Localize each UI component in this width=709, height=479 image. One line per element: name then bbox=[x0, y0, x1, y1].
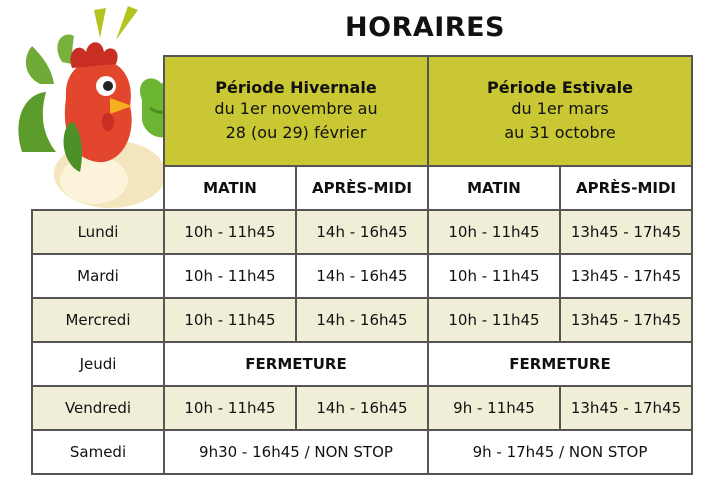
day-label: Mardi bbox=[32, 254, 164, 298]
table-row bbox=[32, 210, 692, 254]
time-cell: 14h - 16h45 bbox=[296, 298, 428, 342]
time-cell: 10h - 11h45 bbox=[428, 254, 560, 298]
time-cell: 14h - 16h45 bbox=[296, 386, 428, 430]
nonstop-cell: 9h - 17h45 / NON STOP bbox=[428, 430, 692, 474]
subheader-morning: MATIN bbox=[164, 166, 296, 210]
time-cell: 10h - 11h45 bbox=[428, 210, 560, 254]
period-header-winter bbox=[164, 56, 428, 166]
period-line: au 31 octobre bbox=[504, 122, 616, 142]
table-row bbox=[32, 386, 692, 430]
table-row bbox=[32, 342, 692, 386]
time-cell: 9h - 11h45 bbox=[428, 386, 560, 430]
time-cell: 10h - 11h45 bbox=[164, 254, 296, 298]
subheader-morning: MATIN bbox=[428, 166, 560, 210]
time-cell: 10h - 11h45 bbox=[164, 298, 296, 342]
time-cell: 14h - 16h45 bbox=[296, 210, 428, 254]
table-row bbox=[32, 430, 692, 474]
day-label: Samedi bbox=[32, 430, 164, 474]
day-label: Jeudi bbox=[32, 342, 164, 386]
time-cell: 13h45 - 17h45 bbox=[560, 254, 692, 298]
period-name: Période Estivale bbox=[487, 77, 633, 97]
closed-cell: FERMETURE bbox=[428, 342, 692, 386]
day-label: Vendredi bbox=[32, 386, 164, 430]
table-row bbox=[32, 298, 692, 342]
time-cell: 10h - 11h45 bbox=[428, 298, 560, 342]
empty-corner bbox=[32, 166, 164, 210]
subheader-afternoon: APRÈS-MIDI bbox=[560, 166, 692, 210]
period-header-summer bbox=[428, 56, 692, 166]
table-row bbox=[32, 254, 692, 298]
time-cell: 14h - 16h45 bbox=[296, 254, 428, 298]
time-cell: 10h - 11h45 bbox=[164, 210, 296, 254]
period-line: du 1er novembre au bbox=[214, 98, 378, 118]
period-line: du 1er mars bbox=[511, 98, 609, 118]
period-name: Période Hivernale bbox=[215, 77, 377, 97]
day-label: Lundi bbox=[32, 210, 164, 254]
subheader-afternoon: APRÈS-MIDI bbox=[296, 166, 428, 210]
time-cell: 10h - 11h45 bbox=[164, 386, 296, 430]
period-line: 28 (ou 29) février bbox=[225, 122, 367, 142]
nonstop-cell: 9h30 - 16h45 / NON STOP bbox=[164, 430, 428, 474]
time-cell: 13h45 - 17h45 bbox=[560, 298, 692, 342]
time-cell: 13h45 - 17h45 bbox=[560, 386, 692, 430]
page-title: HORAIRES bbox=[345, 12, 505, 43]
empty-corner bbox=[32, 56, 164, 166]
time-cell: 13h45 - 17h45 bbox=[560, 210, 692, 254]
day-label: Mercredi bbox=[32, 298, 164, 342]
closed-cell: FERMETURE bbox=[164, 342, 428, 386]
schedule-table bbox=[31, 55, 693, 475]
